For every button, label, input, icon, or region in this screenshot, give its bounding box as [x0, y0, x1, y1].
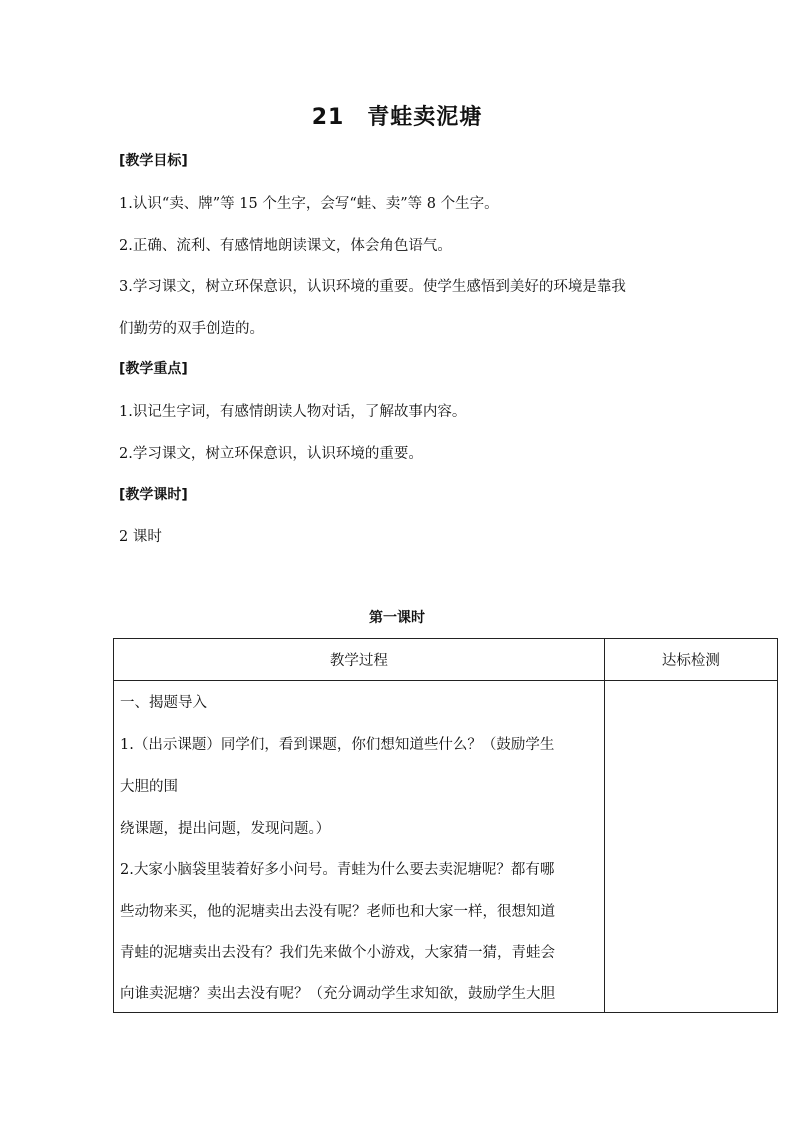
objectives-heading: [教学目标]: [119, 153, 188, 169]
section-title: 第一课时: [369, 610, 425, 626]
process-line: 2.大家小脑袋里装着好多小问号。青蛙为什么要去卖泥塘呢？都有哪: [120, 862, 555, 878]
objective-item: 2.正确、流利、有感情地朗读课文，体会角色语气。: [119, 238, 452, 254]
key-points-heading: [教学重点]: [119, 361, 188, 377]
lesson-table: [113, 638, 778, 1013]
process-line: 青蛙的泥塘卖出去没有？我们先来做个小游戏，大家猜一猜，青蛙会: [120, 945, 555, 961]
process-cell: [114, 681, 605, 1013]
table-header-row: [114, 639, 778, 681]
objective-item: 们勤劳的双手创造的。: [119, 321, 264, 337]
objective-item: 3.学习课文，树立环保意识，认识环境的重要。使学生感悟到美好的环境是靠我: [119, 279, 626, 295]
process-line: 些动物来买，他的泥塘卖出去没有呢？老师也和大家一样，很想知道: [120, 904, 555, 920]
objective-item: 1.认识“卖、牌”等 15 个生字，会写“蛙、卖”等 8 个生字。: [119, 196, 499, 212]
lesson-title: 21 青蛙卖泥塘: [311, 105, 483, 130]
process-line: 绕课题，提出问题，发现问题。）: [120, 821, 331, 837]
periods-value: 2 课时: [119, 529, 162, 545]
process-line: 一、揭题导入: [120, 695, 207, 711]
process-line: 1.（出示课题）同学们，看到课题，你们想知道些什么？（鼓励学生: [120, 737, 555, 753]
table-row: [114, 681, 778, 1013]
process-line: 大胆的围: [120, 779, 178, 795]
key-point-item: 1.识记生字词，有感情朗读人物对话，了解故事内容。: [119, 404, 467, 420]
column-header-process: 教学过程: [114, 639, 605, 681]
check-cell: [604, 681, 777, 1013]
periods-heading: [教学课时]: [119, 487, 188, 503]
key-point-item: 2.学习课文，树立环保意识，认识环境的重要。: [119, 446, 423, 462]
process-line: 向谁卖泥塘？卖出去没有呢？（充分调动学生求知欲，鼓励学生大胆: [120, 986, 555, 1002]
column-header-check: 达标检测: [604, 639, 777, 681]
